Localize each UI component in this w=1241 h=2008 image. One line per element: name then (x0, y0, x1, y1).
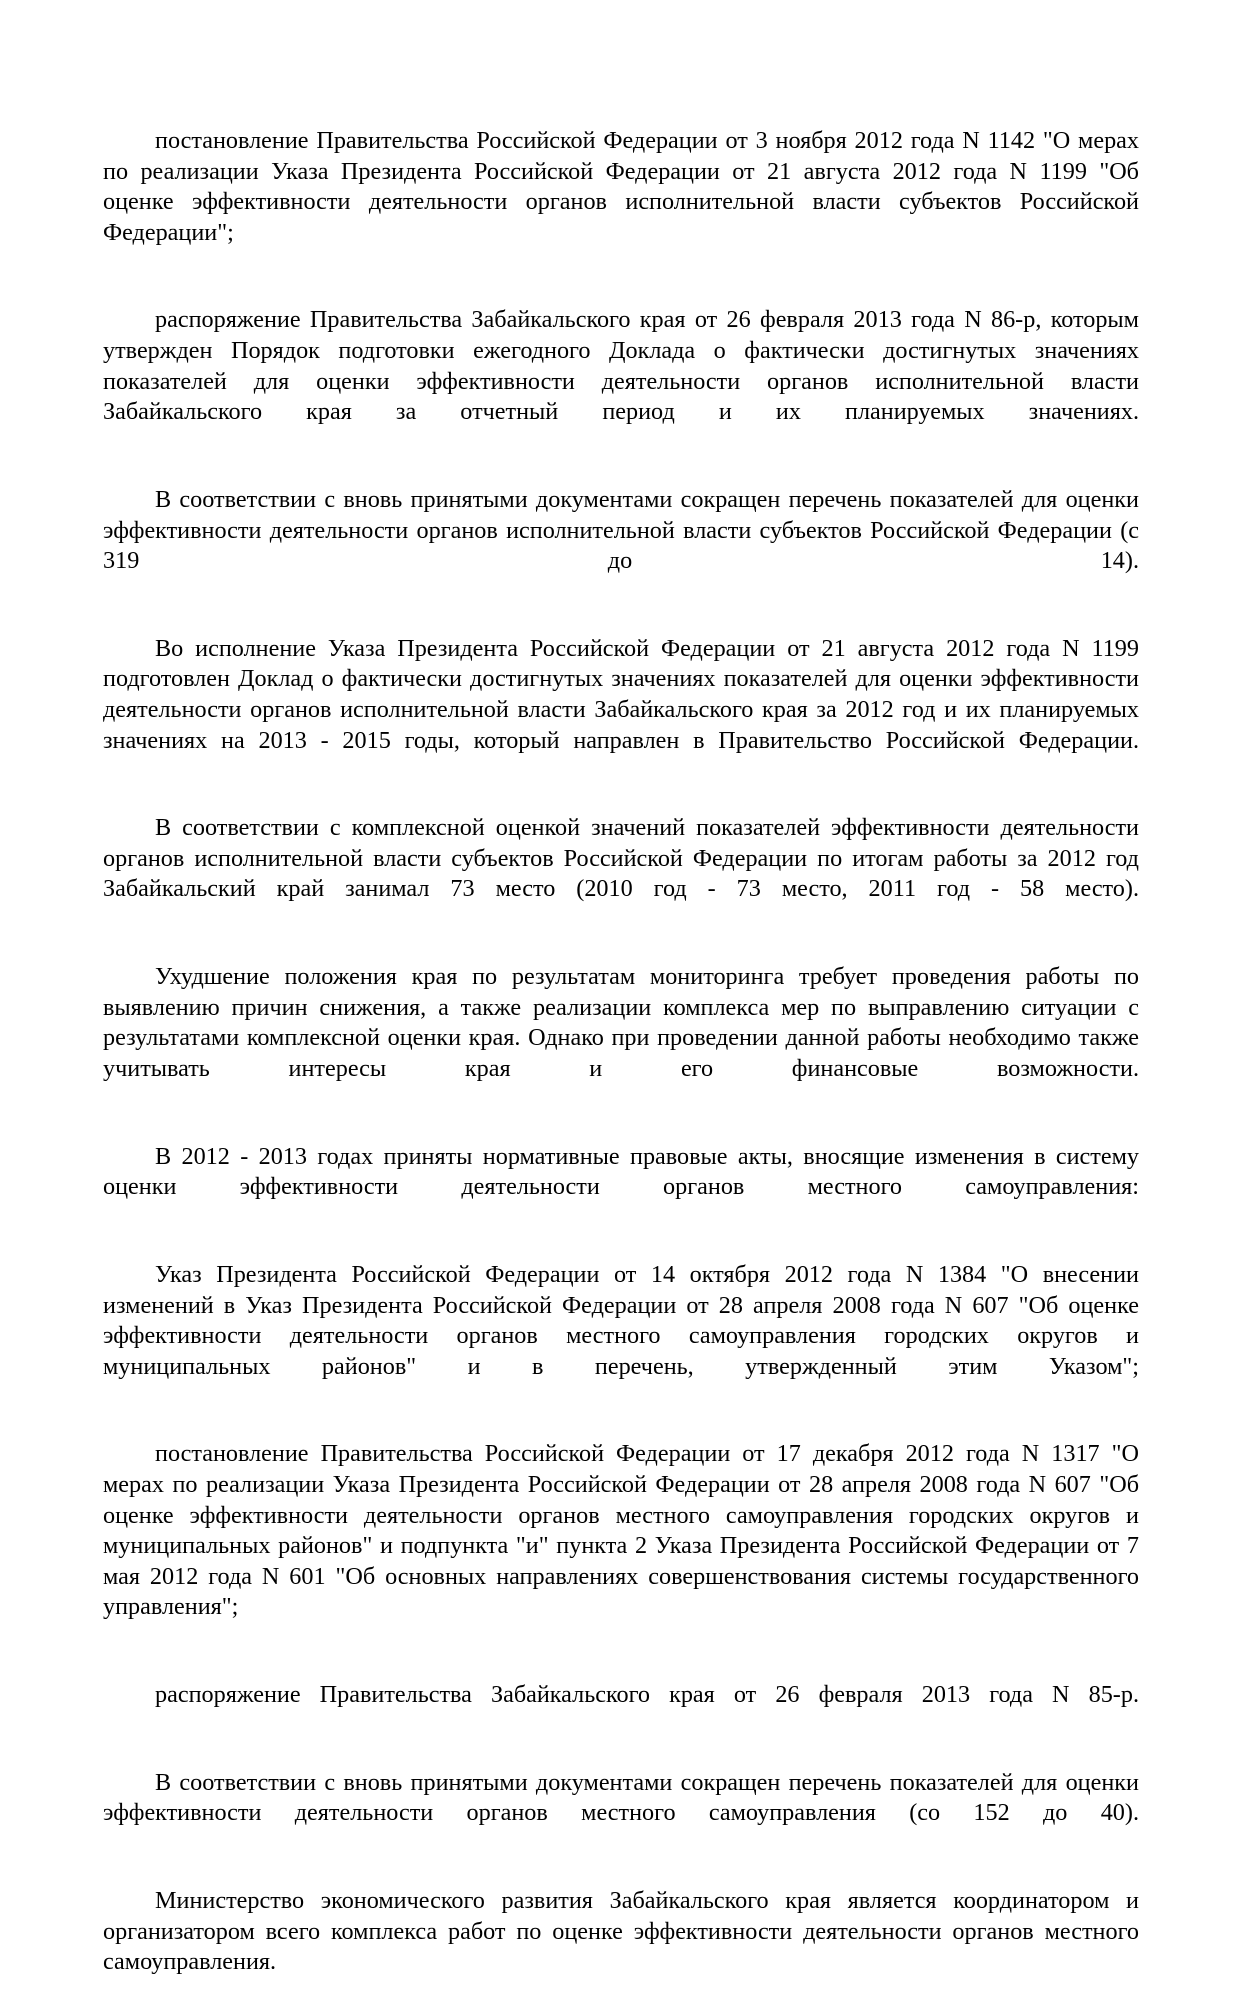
paragraph: Ухудшение положения края по результатам мониторинга требует проведения работы по выявлению причин снижения, а также реализации комплекса мер по выправлению ситуации с результатами комплексной оценки края. Однако при проведении данной работы необходимо также учитывать интересы края и его финансовые возможности. (103, 963, 1139, 1082)
paragraph: В 2012 - 2013 годах приняты нормативные правовые акты, вносящие изменения в систему оценки эффективности деятельности органов местного самоуправления: (103, 1142, 1139, 1201)
paragraph: Во исполнение Указа Президента Российской Федерации от 21 августа 2012 года N 1199 подготовлен Доклад о фактически достигнутых значениях показателей для оценки эффективности деятельности органов исполнительной власти Забайкальского края за 2012 год и их планируемых значениях на 2013 - 2015 годы, который направлен в Правительство Российской Федерации. (103, 634, 1139, 754)
paragraph: В соответствии с вновь принятыми документами сокращен перечень показателей для оценки эффективности деятельности органов исполнительной власти субъектов Российской Федерации (с 319 до 14). (103, 485, 1139, 575)
paragraph: Министерство экономического развития Забайкальского края является координатором и организатором всего комплекса работ по оценке эффективности деятельности органов местного самоуправления. (103, 1887, 1139, 1976)
paragraph: постановление Правительства Российской Федерации от 3 ноября 2012 года N 1142 "О мерах по реализации Указа Президента Российской Федерации от 21 августа 2012 года N 1199 "Об оценке эффективности деятельности органов исполнительной власти субъектов Российской Федерации"; (103, 127, 1139, 246)
paragraph: распоряжение Правительства Забайкальского края от 26 февраля 2013 года N 86-р, которым утвержден Порядок подготовки ежегодного Доклада о фактически достигнутых значениях показателей для оценки эффективности деятельности органов исполнительной власти Забайкальского края за отчетный период и их планируемых значениях. (103, 306, 1139, 426)
paragraph: Указ Президента Российской Федерации от 14 октября 2012 года N 1384 "О внесении изменений в Указ Президента Российской Федерации от 28 апреля 2008 года N 607 "Об оценке эффективности деятельности органов местного самоуправления городских округов и муниципальных районов" и в перечень, утвержденный этим Указом"; (103, 1260, 1139, 1380)
paragraph: В соответствии с комплексной оценкой значений показателей эффективности деятельности органов исполнительной власти субъектов Российской Федерации по итогам работы за 2012 год Забайкальский край занимал 73 место (2010 год - 73 место, 2011 год - 58 место). (103, 814, 1139, 903)
document-body (103, 126, 1139, 2008)
paragraph: постановление Правительства Российской Федерации от 17 декабря 2012 года N 1317 "О мерах по реализации Указа Президента Российской Федерации от 28 апреля 2008 года N 607 "Об оценке эффективности деятельности органов местного самоуправления городских округов и муниципальных районов" и подпункта "и" пункта 2 Указа Президента Российской Федерации от 7 мая 2012 года N 601 "Об основных направлениях совершенствования системы государственного управления"; (103, 1440, 1139, 1621)
paragraph: В соответствии с вновь принятыми документами сокращен перечень показателей для оценки эффективности деятельности органов местного самоуправления (со 152 до 40). (103, 1768, 1139, 1827)
paragraph: распоряжение Правительства Забайкальского края от 26 февраля 2013 года N 85-р. (155, 1681, 1139, 1709)
